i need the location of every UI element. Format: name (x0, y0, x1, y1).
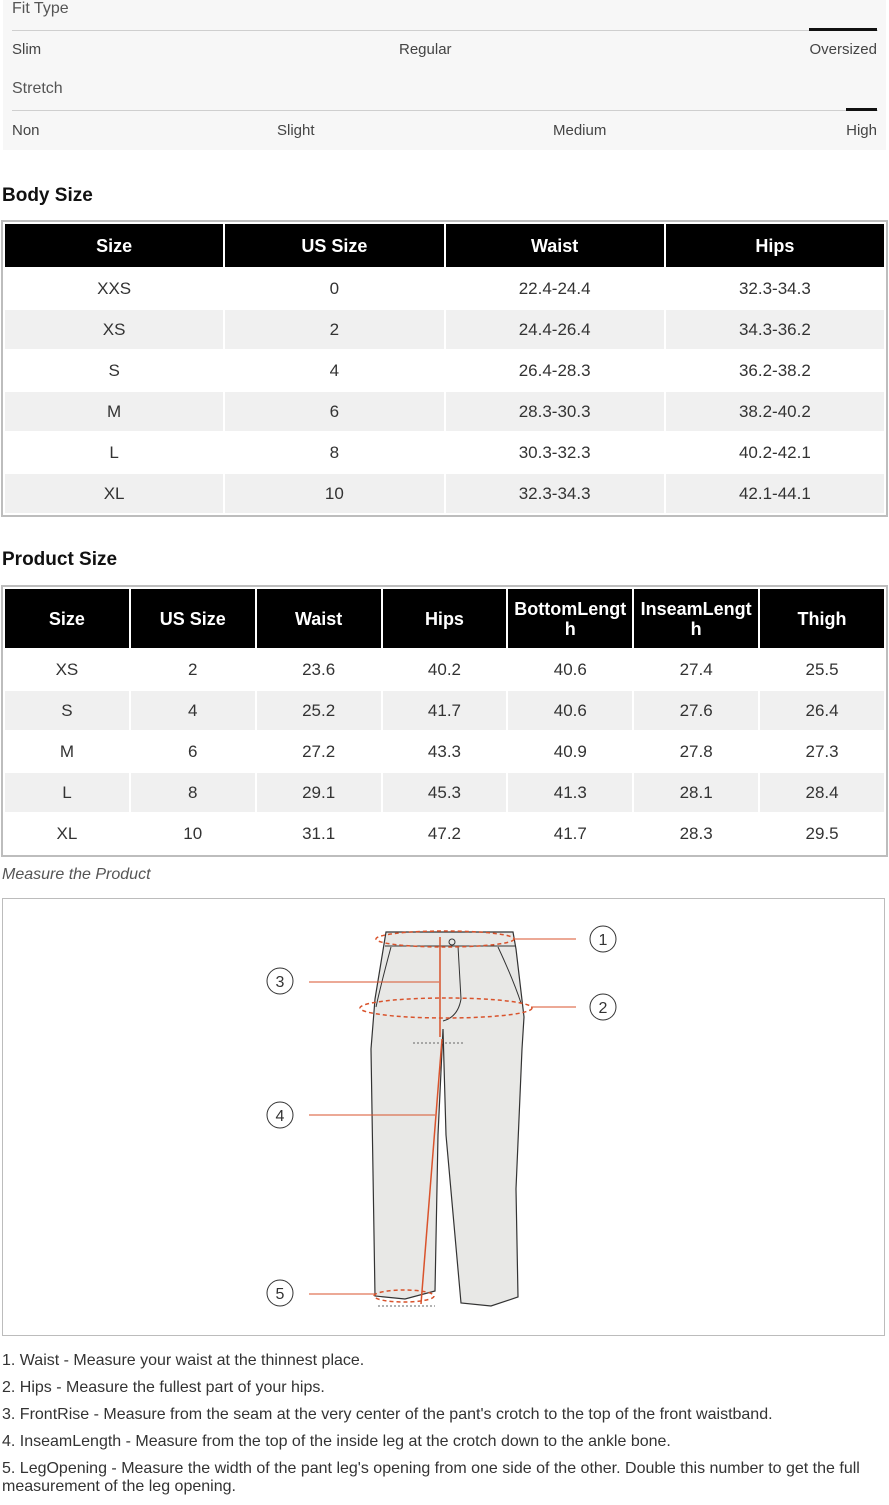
fit-type-label-slim: Slim (12, 41, 42, 58)
cell: 28.3-30.3 (446, 392, 664, 431)
cell: 32.3-34.3 (666, 269, 884, 308)
body-header-waist: Waist (446, 224, 664, 267)
note-leg-opening: 5. LegOpening - Measure the width of the pant leg's opening from one side of the other. Double this number to get the full measurement of the leg opening. (2, 1460, 860, 1495)
product-header-hips: Hips (383, 589, 507, 648)
body-header-hips: Hips (666, 224, 884, 267)
fit-type-marker (809, 28, 877, 31)
stretch-marker (846, 108, 877, 111)
marker-5 (267, 1280, 293, 1306)
cell: 40.2 (383, 650, 507, 689)
cell: 23.6 (257, 650, 381, 689)
note-hips: 2. Hips - Measure the fullest part of your hips. (2, 1379, 325, 1396)
cell: XXS (5, 269, 223, 308)
table-row (5, 773, 884, 812)
body-header-us-size: US Size (225, 224, 443, 267)
product-header-thigh: Thigh (760, 589, 884, 648)
pants-illustration (371, 932, 524, 1306)
cell: 40.6 (508, 650, 632, 689)
marker-3 (267, 968, 293, 994)
cell: L (5, 773, 129, 812)
cell: 32.3-34.3 (446, 474, 664, 513)
cell: 41.7 (383, 691, 507, 730)
table-row (5, 351, 884, 390)
cell: 31.1 (257, 814, 381, 853)
marker-1 (590, 926, 616, 952)
cell: 43.3 (383, 732, 507, 771)
cell: 34.3-36.2 (666, 310, 884, 349)
product-header-bottom-length: BottomLength (508, 589, 632, 648)
fit-type-track (12, 30, 878, 31)
cell: 27.3 (760, 732, 884, 771)
cell: 28.1 (634, 773, 758, 812)
note-waist: 1. Waist - Measure your waist at the thinnest place. (2, 1352, 365, 1369)
table-row (5, 392, 884, 431)
cell: 40.6 (508, 691, 632, 730)
table-row (5, 814, 884, 853)
cell: S (5, 691, 129, 730)
stretch-label-slight: Slight (277, 122, 315, 139)
fit-type-label-oversized: Oversized (809, 41, 877, 58)
cell: 36.2-38.2 (666, 351, 884, 390)
stretch-label-medium: Medium (553, 122, 607, 139)
cell: XL (5, 814, 129, 853)
cell: 26.4 (760, 691, 884, 730)
cell: 29.5 (760, 814, 884, 853)
marker-4 (267, 1102, 293, 1128)
cell: 8 (225, 433, 443, 472)
cell: 25.2 (257, 691, 381, 730)
cell: 10 (131, 814, 255, 853)
fit-type-title: Fit Type (12, 0, 69, 17)
cell: 10 (225, 474, 443, 513)
pants-diagram (3, 899, 884, 1335)
body-size-table (3, 222, 886, 515)
stretch-track (12, 110, 878, 111)
cell: 28.4 (760, 773, 884, 812)
cell: 45.3 (383, 773, 507, 812)
table-row (5, 474, 884, 513)
marker-1-label: 1 (598, 932, 608, 949)
cell: M (5, 732, 129, 771)
cell: 27.8 (634, 732, 758, 771)
marker-3-label: 3 (275, 974, 285, 991)
cell: 6 (131, 732, 255, 771)
product-header-waist: Waist (257, 589, 381, 648)
cell: 4 (131, 691, 255, 730)
cell: 38.2-40.2 (666, 392, 884, 431)
cell: 47.2 (383, 814, 507, 853)
cell: L (5, 433, 223, 472)
fit-type-label-regular: Regular (399, 41, 452, 58)
stretch-label-non: Non (12, 122, 40, 139)
cell: 25.5 (760, 650, 884, 689)
cell: M (5, 392, 223, 431)
fit-panel (3, 0, 886, 150)
cell: 8 (131, 773, 255, 812)
product-header-inseam-length: InseamLength (634, 589, 758, 648)
measurement-notes (2, 1352, 882, 1505)
cell: XS (5, 650, 129, 689)
cell: 41.3 (508, 773, 632, 812)
body-size-title: Body Size (2, 185, 93, 206)
product-size-title: Product Size (2, 549, 118, 570)
stretch-label-high: High (846, 122, 877, 139)
cell: 2 (131, 650, 255, 689)
cell: XL (5, 474, 223, 513)
cell: 40.2-42.1 (666, 433, 884, 472)
marker-2 (590, 994, 616, 1020)
cell: 30.3-32.3 (446, 433, 664, 472)
table-row (5, 650, 884, 689)
note-inseam: 4. InseamLength - Measure from the top of the inside leg at the crotch down to the ankle bone. (2, 1433, 671, 1450)
measure-diagram (2, 898, 885, 1336)
cell: 22.4-24.4 (446, 269, 664, 308)
cell: 0 (225, 269, 443, 308)
marker-5-label: 5 (275, 1286, 285, 1303)
cell: 24.4-26.4 (446, 310, 664, 349)
cell: 40.9 (508, 732, 632, 771)
table-row (5, 691, 884, 730)
table-row (5, 732, 884, 771)
cell: 42.1-44.1 (666, 474, 884, 513)
product-header-size: Size (5, 589, 129, 648)
table-row (5, 310, 884, 349)
table-row (5, 433, 884, 472)
cell: 29.1 (257, 773, 381, 812)
cell: 28.3 (634, 814, 758, 853)
cell: 27.4 (634, 650, 758, 689)
table-row (5, 269, 884, 308)
measure-caption: Measure the Product (2, 866, 151, 883)
cell: 2 (225, 310, 443, 349)
cell: 27.6 (634, 691, 758, 730)
product-header-us-size: US Size (131, 589, 255, 648)
cell: 27.2 (257, 732, 381, 771)
pants-outline (371, 932, 524, 1306)
stretch-title: Stretch (12, 80, 63, 97)
cell: XS (5, 310, 223, 349)
marker-2-label: 2 (598, 1000, 608, 1017)
cell: S (5, 351, 223, 390)
cell: 26.4-28.3 (446, 351, 664, 390)
product-size-table (3, 587, 886, 855)
cell: 41.7 (508, 814, 632, 853)
cell: 4 (225, 351, 443, 390)
body-header-size: Size (5, 224, 223, 267)
marker-4-label: 4 (275, 1108, 285, 1125)
note-front-rise: 3. FrontRise - Measure from the seam at the very center of the pant's crotch to the top of the front waistband. (2, 1406, 773, 1423)
cell: 6 (225, 392, 443, 431)
